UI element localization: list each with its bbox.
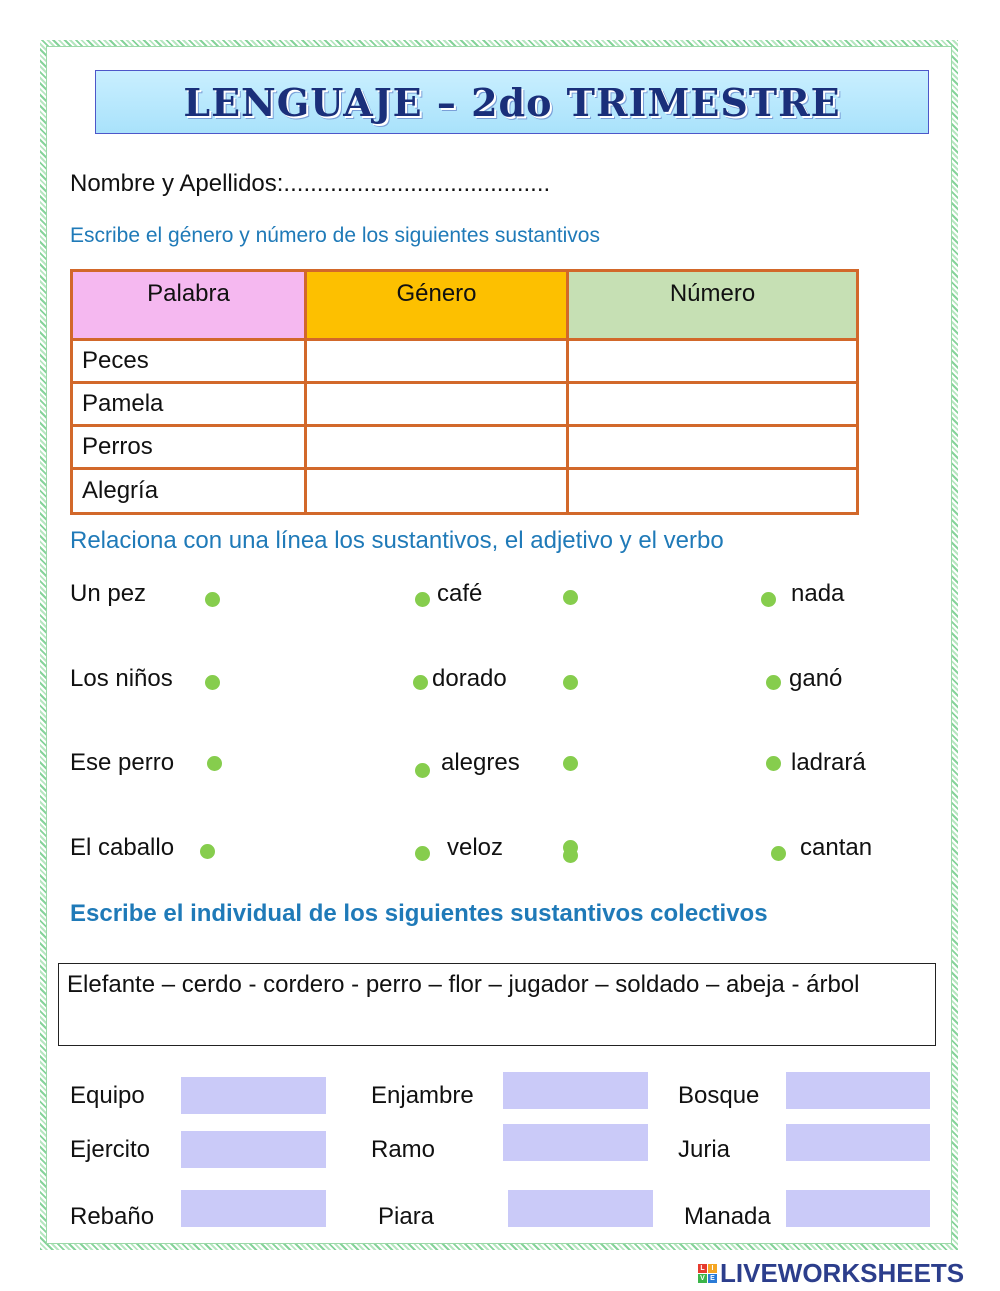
number-answer-cell[interactable] xyxy=(568,426,858,469)
logo-text: LIVEWORKSHEETS xyxy=(720,1258,965,1288)
noun-label: Los niños xyxy=(70,665,173,692)
collective-label: Ejercito xyxy=(70,1136,151,1163)
noun-label: Un pez xyxy=(70,580,147,607)
collective-label: Manada xyxy=(684,1203,771,1230)
adjective-label: veloz xyxy=(447,834,504,861)
match-dot[interactable] xyxy=(766,675,781,690)
answer-box[interactable] xyxy=(786,1190,930,1227)
instruction-collectives: Escribe el individual de los siguientes sustantivos colectivos xyxy=(70,900,768,927)
answer-box[interactable] xyxy=(503,1124,648,1161)
answer-box[interactable] xyxy=(786,1124,930,1161)
verb-label: ganó xyxy=(789,665,843,692)
match-dot[interactable] xyxy=(415,763,430,778)
verb-label: ladrará xyxy=(791,749,866,776)
collective-label: Piara xyxy=(378,1203,435,1230)
number-answer-cell[interactable] xyxy=(568,340,858,383)
gender-answer-cell[interactable] xyxy=(306,340,568,383)
collective-label: Equipo xyxy=(70,1082,145,1109)
word-bank xyxy=(58,963,936,1046)
match-dot[interactable] xyxy=(771,846,786,861)
collective-label: Enjambre xyxy=(371,1082,474,1109)
page-title: LENGUAJE – 2do TRIMESTRE xyxy=(183,79,841,125)
match-dot[interactable] xyxy=(563,756,578,771)
answer-box[interactable] xyxy=(181,1190,326,1227)
name-line: Nombre y Apellidos:........................................ xyxy=(70,170,551,197)
match-dot[interactable] xyxy=(200,844,215,859)
match-dot[interactable] xyxy=(205,675,220,690)
collective-label: Ramo xyxy=(371,1136,436,1163)
answer-box[interactable] xyxy=(786,1072,930,1109)
verb-label: nada xyxy=(791,580,845,607)
liveworksheets-logo xyxy=(698,1258,964,1289)
table-cell-word: Alegría xyxy=(72,469,306,514)
match-dot[interactable] xyxy=(413,675,428,690)
noun-label: El caballo xyxy=(70,834,175,861)
match-dot[interactable] xyxy=(207,756,222,771)
match-dot[interactable] xyxy=(563,848,578,863)
table-cell-word: Pamela xyxy=(72,383,306,426)
collective-label: Rebaño xyxy=(70,1203,155,1230)
match-dot[interactable] xyxy=(563,675,578,690)
gender-number-table xyxy=(70,269,859,515)
logo-letter: E xyxy=(708,1274,717,1283)
table-cell-word: Perros xyxy=(72,426,306,469)
answer-box[interactable] xyxy=(503,1072,648,1109)
table-header-genero: Género xyxy=(306,271,568,340)
table-header-palabra: Palabra xyxy=(72,271,306,340)
table-cell-word: Peces xyxy=(72,340,306,383)
table-header-numero: Número xyxy=(568,271,858,340)
collective-label: Juria xyxy=(678,1136,731,1163)
answer-box[interactable] xyxy=(181,1077,326,1114)
title-banner xyxy=(95,70,929,134)
verb-label: cantan xyxy=(800,834,873,861)
adjective-label: dorado xyxy=(432,665,507,692)
instruction-gender-number: Escribe el género y número de los siguientes sustantivos xyxy=(70,224,600,247)
adjective-label: alegres xyxy=(441,749,520,776)
gender-answer-cell[interactable] xyxy=(306,426,568,469)
match-dot[interactable] xyxy=(766,756,781,771)
instruction-matching: Relaciona con una línea los sustantivos, el adjetivo y el verbo xyxy=(70,527,724,554)
match-dot[interactable] xyxy=(205,592,220,607)
logo-letter: V xyxy=(698,1274,707,1283)
word-bank-text: Elefante – cerdo - cordero - perro – flor – jugador – soldado – abeja - árbol xyxy=(67,971,860,998)
match-dot[interactable] xyxy=(415,592,430,607)
logo-letter: I xyxy=(708,1264,717,1273)
logo-letter: L xyxy=(698,1264,707,1273)
match-dot[interactable] xyxy=(415,846,430,861)
gender-answer-cell[interactable] xyxy=(306,383,568,426)
answer-box[interactable] xyxy=(508,1190,653,1227)
match-dot[interactable] xyxy=(563,590,578,605)
noun-label: Ese perro xyxy=(70,749,175,776)
number-answer-cell[interactable] xyxy=(568,469,858,514)
number-answer-cell[interactable] xyxy=(568,383,858,426)
adjective-label: café xyxy=(437,580,483,607)
logo-icon xyxy=(698,1264,717,1283)
answer-box[interactable] xyxy=(181,1131,326,1168)
collective-label: Bosque xyxy=(678,1082,760,1109)
match-dot[interactable] xyxy=(761,592,776,607)
gender-answer-cell[interactable] xyxy=(306,469,568,514)
